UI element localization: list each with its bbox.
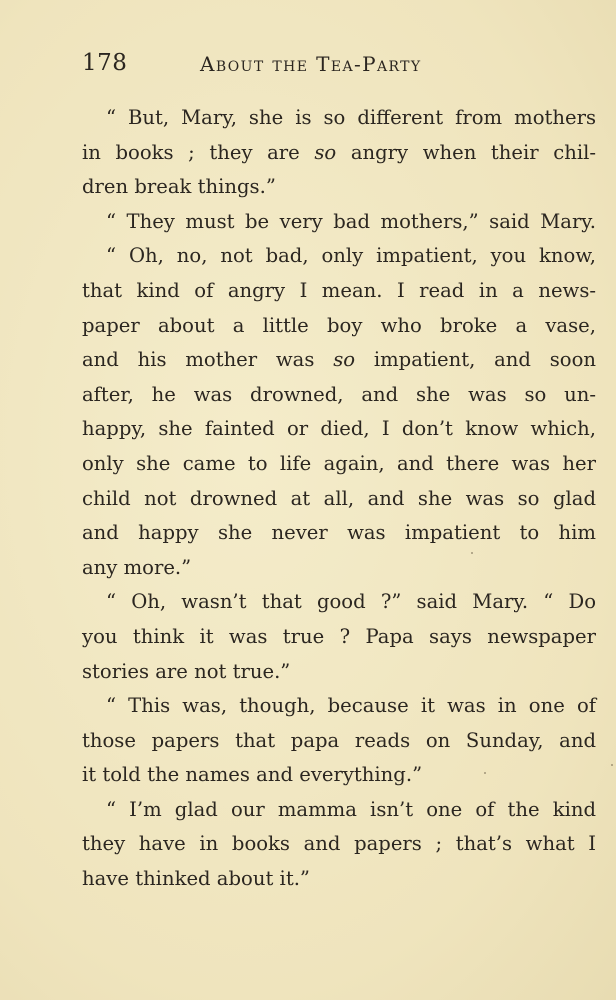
running-title: About the Tea-Party xyxy=(200,52,422,76)
body-text xyxy=(82,101,596,897)
text-line: those papers that papa reads on Sunday, and xyxy=(82,728,596,752)
text-line: dren break things.” xyxy=(82,175,276,199)
text-line: any more.” xyxy=(82,555,192,579)
text-segment: in books ; they are xyxy=(82,140,315,164)
text-line: that kind of angry I mean. I read in a news- xyxy=(82,278,596,302)
paper-speck xyxy=(484,772,486,774)
text-line: stories are not true.” xyxy=(82,659,291,683)
page-number: 178 xyxy=(82,50,128,76)
text-line: after, he was drowned, and she was so un- xyxy=(82,382,596,406)
text-line: it told the names and everything.” xyxy=(82,763,423,787)
text-line xyxy=(82,136,596,171)
italic-emphasis: so xyxy=(314,140,337,164)
text-line: child not drowned at all, and she was so glad xyxy=(82,486,596,510)
text-line: “ I’m glad our mamma isn’t one of the kind xyxy=(106,797,596,821)
text-segment: impatient, and soon xyxy=(355,348,596,372)
text-line: “ This was, though, because it was in one of xyxy=(106,694,596,718)
text-line: “ Oh, no, not bad, only impatient, you know, xyxy=(106,244,596,268)
text-line xyxy=(82,343,596,378)
text-line: you think it was true ? Papa says newspaper xyxy=(82,624,596,648)
text-segment: angry when their chil- xyxy=(336,140,596,164)
text-line: happy, she fainted or died, I don’t know which, xyxy=(82,417,596,441)
text-segment: and his mother was xyxy=(82,348,334,372)
paper-speck xyxy=(471,552,473,554)
text-line: “ But, Mary, she is so different from mothers xyxy=(106,106,596,129)
text-line: only she came to life again, and there was her xyxy=(82,451,596,475)
italic-emphasis: so xyxy=(333,348,356,372)
text-line: “ Oh, wasn’t that good ?” said Mary. “ Do xyxy=(106,590,596,614)
text-line: have thinked about it.” xyxy=(82,867,310,891)
text-line: and happy she never was impatient to him xyxy=(82,521,596,545)
text-line: “ They must be very bad mothers,” said Mary. xyxy=(106,209,596,233)
text-line: they have in books and papers ; that’s what I xyxy=(82,832,596,856)
page-header xyxy=(82,50,604,84)
paper-speck xyxy=(611,764,613,766)
text-line: paper about a little boy who broke a vase, xyxy=(82,313,596,337)
